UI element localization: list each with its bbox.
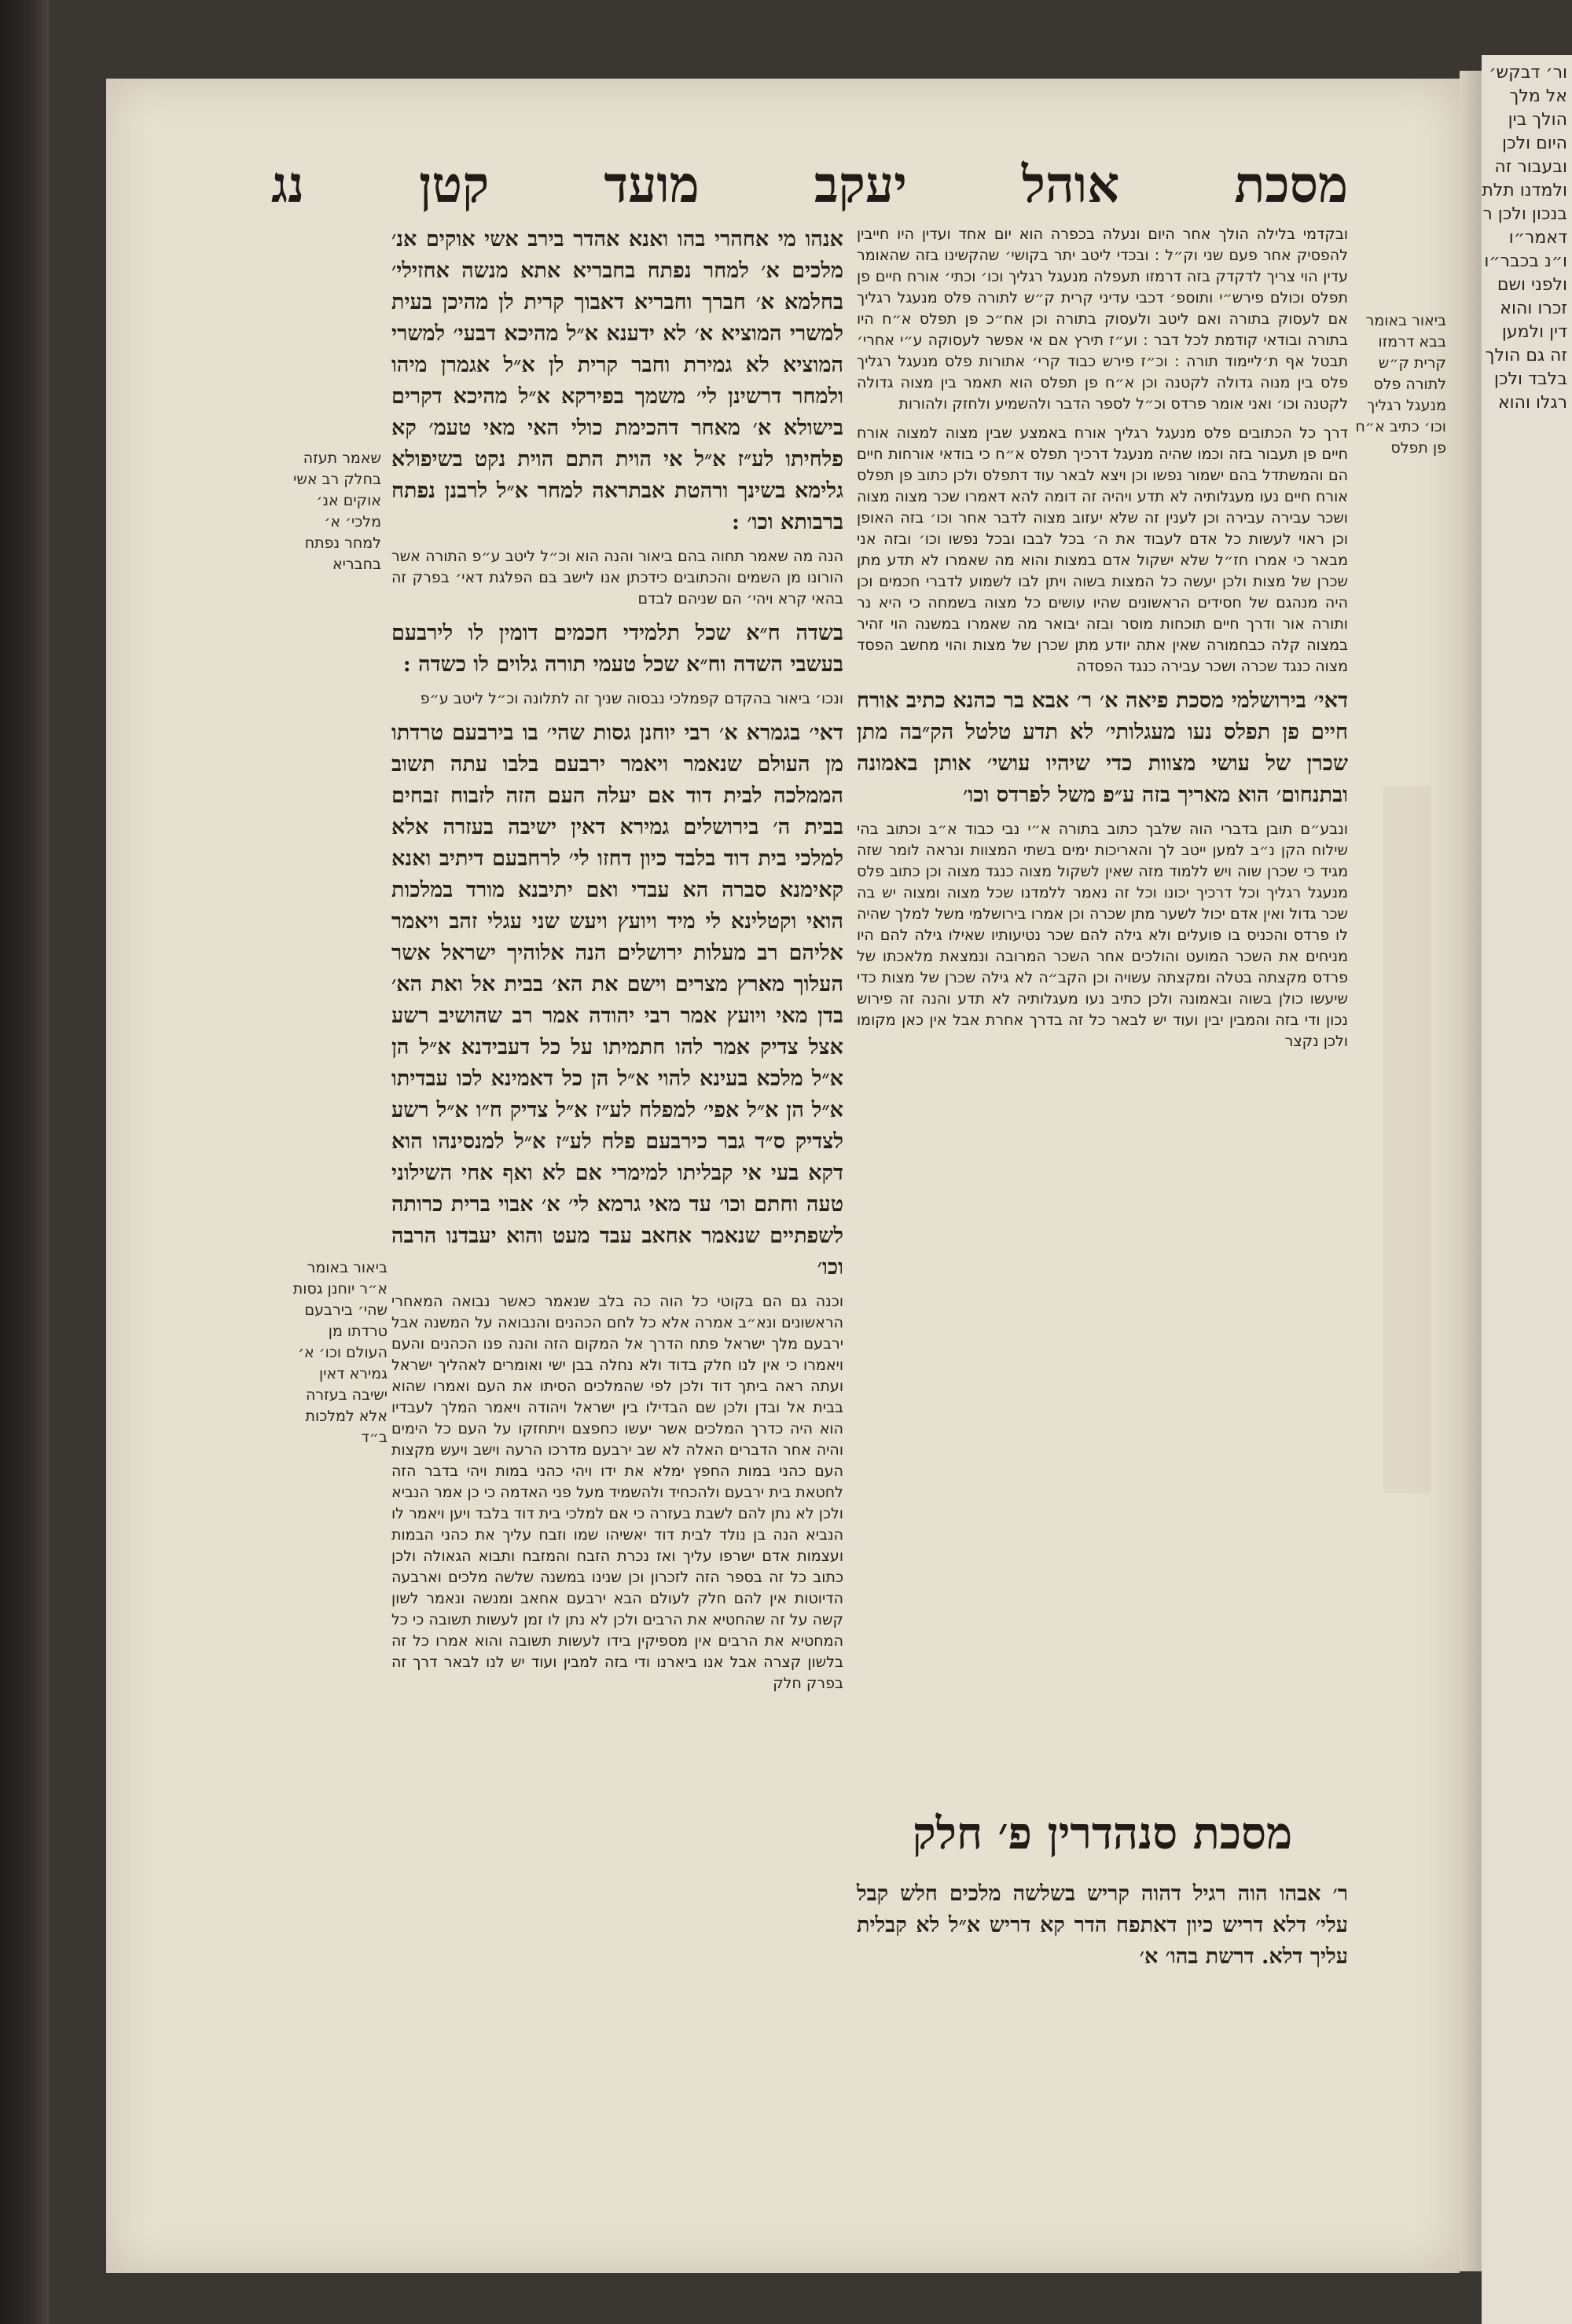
next-page-fragment (1482, 55, 1572, 2324)
commentary-column-right (857, 224, 1348, 1926)
text-block: וכנה גם הם בקוטי כל הוה כה בלב שנאמר כאשר נבואה המאחרי הראשונים ונא״ב אמרה אלא כל לחם הכהנים והנבואה על המשנה אבל ירבעם מלך ישראל פתח הדרך אל המקום הזה והנה פנו הכהנים והעם ויאמרו כי אין לנו חלק בדוד ולא נחלה בבן ישי ואומרים לאהליך ישראל ועתה ראה ביתך דוד ולכן לפי שהמלכים הסיתו את העם ואמרו שהוא בבית אל ובדן ולכן שם הבדילו בין ישראל ויהודה ויאמר המלך לעבדיו הוא היה כדרך המלכים אשר יעשו כחפצם ויתחזקו על העם כל הימים והיה אחר הדברים האלה לא שב ירבעם מדרכו הרעה וישב ויעש מקצות העם כהני במות החפץ ימלא את ידו ויהי כהני במות ויהי בדבר הזה לחטאת בית ירבעם ולהכחיד ולהשמיד מעל פני האדמה כי כן אמר הנביא ולכן לא נתן להם לשבת בעזרה כי אם למלכי בית דוד בלבד ויען ויאמר לו הנביא הנה בן נולד לבית דוד יאשיהו שמו וזבח עליך את כהני הבמות ועצמות אדם ישרפו עליך ואז נכרת הזבח והמזבח ותבוא הגאולה ולכן כתוב כל זה בספר הזה לזכרון וכן שנינו במשנה שלשה מלכים וארבעה הדיוטות אין להם חלק לעולם הבא ירבעם אחאב ומנשה ונאמר לשון קשה על זה שהחטיא את הרבים ולכן לא נתן לו זמן לעשות תשובה כי כל המחטיא את הרבים אין מספיקין בידו לעשות תשובה והוא אמרו כל זה בלשון קצרה אבל אנו ביארנו ודי בזה למבין ועוד יש לנו לבאר דרך זה בפרק חלק (391, 1293, 843, 1692)
next-page-text: ור׳ דבקש׳ אל מלך הולך בין היום ולכן ובעבור זה ולמדנו תלת בנכון ולכן ר דאמר״ו ו״נ בכבר״ו ולפני ושם זכרו והוא דין ולמען זה גם הולך בלבד ולכן רגלו והוא (1482, 63, 1567, 413)
commentary-column-left (391, 224, 843, 1937)
header-word: מסכת (1234, 155, 1348, 215)
text-block: דרך כל הכתובים פלס מנעגל רגליך אורח באמצע שבין מצוה למצוה אורח חיים פן תעבור בזה וכמו שהיה מנעגל דרכיך תפלס א״ח כי בודאי אורחות חיים הם והמשתדל בהם ישמור נפשו וכן ויצא לבאר עוד דתפלס ולכן כתוב פן תפלס אורח חיים נעו מעגלותיה לא תדע ויהיה זה דומה להא דאמרו שכר מצוה מצוה ושכר עבירה עבירה וכן לענין זה שלא יעזוב מצוה לדבר אחר וכו׳ בזה האופן וכן ראוי לעשות כל אדם לעבוד את ה׳ בכל לבבו ובכל נפשו וכו׳ ובזה אני מבאר כי אמרו חז״ל שלא ישקול אדם במצות והוא מה שאמרו לא תדע מתן שכרן של מצות ולכן יעשה כל המצות בשוה ויתן לבו לשמוע לדברי חכמים וכן היה מנהגם של חסידים הראשונים שהיו עושים כל מצוה בשמחה כי היא נר ותורה אור ודרך חיים תוכחות מוסר ובזה יבואר מה שאמרו במשנה הוי זהיר במצוה קלה כבחמורה שאין אתה יודע מתן שכרן של מצות והוי מחשב הפסד מצוה כנגד שכרה ושכר עבירה כנגד הפסדה (857, 424, 1348, 675)
page-header (271, 149, 1348, 220)
page-number: נג (271, 155, 304, 215)
header-word: אוהל (1022, 155, 1120, 215)
book-spine (0, 0, 49, 2324)
text-block: ובקדמי בלילה הולך אחר היום ונעלה בכפרה הוא יום אחד ועדין היו חייבין להפסיק אחר פעם שני וק״ל : ובכדי ליטב יתר בקושי׳ שהקשינו בזה שהאומר עדין הוי צריך לדקדק בזה דרמזו תעפלה מנעגל רגליך וכו׳ וכתי׳ אורח חיים פן תפלס וכולם פירש״י ותוספ׳ דכבי עדיני קרית ק״ש לתורה פלס מנעגל רגליך אם לעסוק בתורה ואם ליטב ולעסוק בתורה וכן אח״כ פן תפלס א״ח היו בתורה ובודאי קודמת לכל דבר : וע״ז תירץ אם אי אפשר לעסוקה ע״י אחרי׳ תבטל אף ת׳ליימוד תורה : וכ״ז פירש כבוד קרי׳ אתורות פלס מנעגל רגליך פלס בין מנוה גדולה לקטנה וכן א״ח פן תפלס הוא תאמר בין מצוה גדולה לקטנה וכו׳ ואני אומר פרדס וכ״ל לספר הדבר ולהשמיע ולחזק ולהורות (857, 226, 1348, 413)
text-block: הנה מה שאמר תחוה בהם ביאור והנה הוא וכ״ל ליטב ע״פ התורה אשר הורונו מן השמים והכתובים כידכתן אנו לישב בם הפלגת דאי׳ בפרק זה בהאי קרא ויהי׳ הם שניהם לבדם (391, 548, 843, 608)
text-block: דאי׳ בירושלמי מסכת פיאה א׳ ר׳ אבא בר כהנא כתיב אורח חיים פן תפלס נעו מעגלותי׳ לא תדע טלטל הק״בה מתן שכרן של עושי מצוות כדי שיהיו עושי׳ אותן באמונה ובתנחום׳ הוא מאריך בזה ע״פ משל לפרדס וכו׳ (857, 688, 1348, 807)
margin-note: ביאור באומר בבא דרמזו קרית ק״ש לתורה פלס מנעגל רגליך וכו׳ כתיב א״ח פן תפלס (1355, 312, 1446, 457)
text-block: בשדה ח״א שכל תלמידי חכמים דומין לו לירבעם בעשבי השדה וח״א שכל טעמי תורה גלוים לו כשדה : (391, 621, 843, 677)
text-block: ונכו׳ ביאור בהקדם קפמלכי נבסוה שניך זה לתלונה וכ״ל ליטב ע״פ (420, 690, 843, 707)
paper-stain (1383, 786, 1431, 1493)
section-text: ר׳ אבהו הוה רגיל דהוה קריש בשלשה מלכים חלש קבל עלי׳ דלא דריש כיון דאתפח הדר קא דריש א״ל לא קבלית עליך דלא. דרשת בהו׳ א׳ (857, 1882, 1348, 1969)
margin-note: שאמר תעזה בחלק רב אשי אוקים אנ׳ מלכי׳ א׳ למחר נפתח בחבריא (293, 450, 381, 573)
section-title: מסכת סנהדרין פ׳ חלק (912, 1808, 1293, 1860)
header-word: מועד (604, 155, 700, 215)
header-word: קטן (419, 155, 490, 215)
text-block: דאי׳ בגמרא א׳ רבי יוחנן גסות שהי׳ בו בירבעם טרדתו מן העולם שנאמר ויאמר ירבעם בלבו עתה תשוב הממלכה לבית דוד אם יעלה העם הזה לזבוח זבחים בבית ה׳ בירושלים גמירא דאין ישיבה בעזרה אלא למלכי בית דוד בלבד כיון דחזו לי׳ לרחבעם דיתיב ואנא קאימנא סברה הא עבדי ואם יתיבנא מורד במלכות הואי וקטלינא לי מיד ויועץ ויעש שני עגלי זהב ויאמר אליהם רב מעלות ירושלים הנה אלוהיך ישראל אשר העלוך מארץ מצרים וישם את הא׳ בבית אל ואת הא׳ בדן מאי ויועץ אמר רבי יהודה אמר רב שהושיב רשע אצל צדיק אמר להו חתמיתו על כל דעבידנא א״ל הן א״ל מלכא בעינא להוי א״ל הן כל דאמינא לכו עבדיתו א״ל הן א״ל אפי׳ למפלח לע״ז א״ל צדיק ח״ו א״ל רשע לצדיק ס״ד גבר כירבעם פלח לע״ז א״ל למנסינהו הוא דקא בעי אי קבליתו למימרי אם לא ואף אחי השילוני טעה וחתם וכו׳ עד מאי גרמא לי׳ א׳ אבוי ברית כרותה לשפתיים שנאמר אחאב עבד מעט והוא יעבדנו הרבה וכו׳ (391, 721, 843, 1279)
text-block: ונבע״ם תובן בדברי הוה שלבך כתוב בתורה א״י נבי כבוד א״ב וכתוב בהי שילוח הקן נ״ב למען ייטב לך והאריכות ימים בשתי המצוות ונראה לומר שזה מגיד כי שכרן שוה ויש ללמוד מזה שאין לשקול מצוה כנגד מצוה וכן כתוב פלס מנעגל רגליך וכל דרכיך יכונו וכל זה נאמר ללמדנו שכל מצוה ומצוה יש בה שכר גדול ואין אדם יכול לשער מתן שכרה וכן אמרו בירושלמי משל למלך שהיה לו פרדס והכניס בו פועלים ולא גילה להם שכר נטיעותיו שאילו גילה להם היו מניחים את השכר המועט והולכים אחר השכר המרובה ונמצאת מלאכתו של פרדס מקצתה בטלה ומקצתה עשויה וכן הקב״ה לא גילה שכרן של מצות כדי שיעשו כולן בשוה ובאמונה ולכן כתיב נעו מעגלותיה לא תדע והנה זה פירוש נכון ודי בזה והמבין יבין ועוד יש לבאר כל זה בדרך אחרת אבל אין כאן מקומו ולכן נקצר (857, 821, 1348, 1050)
margin-note: ביאור באומר א״ר יוחנן גסות שהי׳ בירבעם טרדתו מן העולם וכו׳ א׳ גמירא דאין ישיבה בעזרה אלא למלכות ב״ד (292, 1259, 387, 1446)
header-word: יעקב (814, 155, 907, 215)
page-edge (1460, 71, 1482, 2271)
text-block: אנהו מי אחהרי בהו ואנא אהדר בירב אשי אוקים אנ׳ מלכים א׳ למחר נפתח בחבריא אתא מנשה אחזילי׳ בחלמא א׳ חברך וחבריא דאבוך קרית לן מהיכן בעית למשרי המוציא א׳ לא ידענא א״ל מהיכא דבעי׳ למשרי המוציא לא גמירת וחבר קרית לן א״ל אגמרן מיהו ולמחר דרשינן לי׳ משמך בפירקא א״ל מהיכא דקרים בישולא א׳ מאחר דהכימת כולי האי מאי טעמ׳ קא פלחיתו לע״ז א״ל אי הוית התם הוית נקט בשיפולא גלימא בשינך ורהטת אבתראה למחר א״ל לרבנן נפתח ברבותא וכו׳ : (391, 227, 843, 534)
